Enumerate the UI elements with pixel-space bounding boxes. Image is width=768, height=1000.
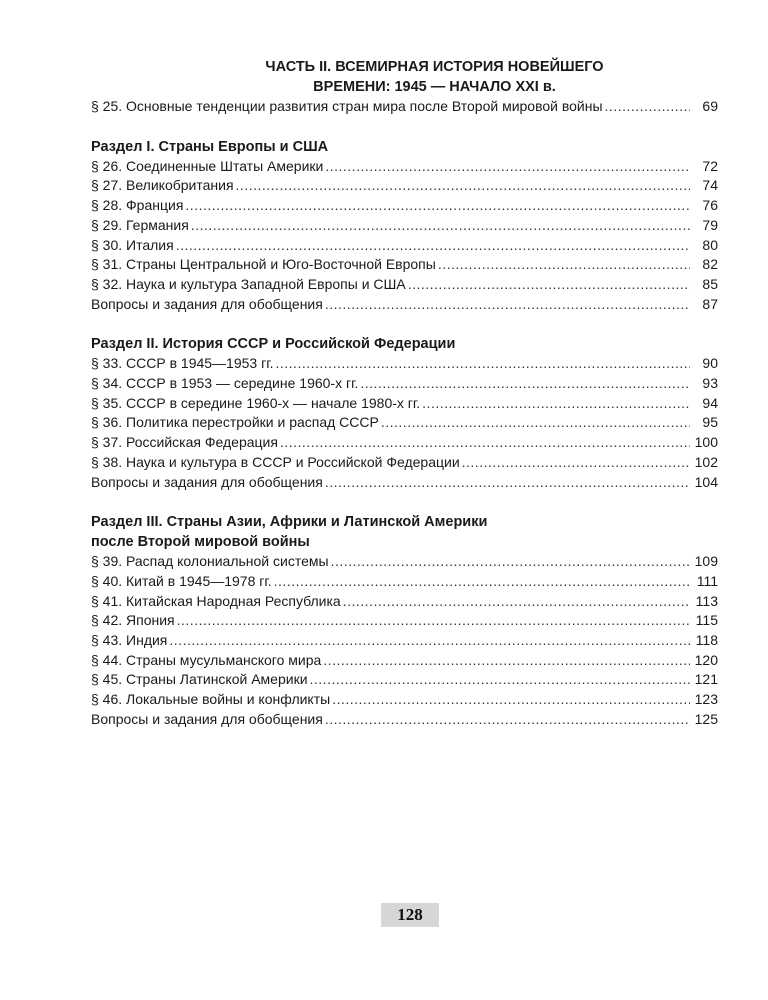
toc-entry-page: 72: [702, 157, 718, 174]
part-title-line-2: ВРЕМЕНИ: 1945 — НАЧАЛО XXI в.: [313, 79, 556, 95]
toc-entry[interactable]: [91, 275, 718, 295]
toc-entry[interactable]: [91, 453, 718, 473]
dot-leader: [438, 255, 690, 275]
section-heading-line-2: после Второй мировой войны: [91, 534, 310, 551]
toc-entry-title: § 35. СССР в середине 1960-х — начале 1980-х гг.: [91, 394, 421, 411]
toc-entry[interactable]: [91, 611, 718, 631]
dot-leader: [325, 157, 690, 177]
page-number: 128: [381, 903, 439, 927]
toc-entry-page: 69: [702, 98, 718, 114]
toc-entry-title: § 39. Распад колониальной системы: [91, 553, 329, 570]
toc-entry-page: 111: [696, 572, 718, 589]
dot-leader: [331, 552, 690, 572]
toc-entry-title: § 29. Германия: [91, 216, 189, 233]
toc-entry[interactable]: [91, 236, 718, 256]
toc-entry-title: § 45. Страны Латинской Америки: [91, 671, 308, 688]
section-heading: [91, 512, 718, 552]
toc-entry-page: 102: [694, 453, 718, 470]
toc-entry[interactable]: [91, 374, 718, 394]
toc-entry-title: § 32. Наука и культура Западной Европы и США: [91, 275, 406, 292]
toc-entry-title: § 34. СССР в 1953 — середине 1960-х гг.: [91, 375, 359, 392]
dot-leader: [323, 651, 690, 671]
toc-entry-title: § 41. Китайская Народная Республика: [91, 592, 341, 609]
dot-leader: [325, 295, 690, 315]
toc-entry-title: § 37. Российская Федерация: [91, 434, 278, 451]
toc-entry[interactable]: [91, 670, 718, 690]
toc-entry[interactable]: [91, 552, 718, 572]
section-heading-line-1: Раздел II. История СССР и Российской Федерации: [91, 336, 456, 353]
toc-entry[interactable]: [91, 196, 718, 216]
part-title-line-1: ЧАСТЬ II. ВСЕМИРНАЯ ИСТОРИЯ НОВЕЙШЕГО: [265, 59, 604, 75]
toc-entry[interactable]: [91, 433, 718, 453]
dot-leader: [605, 97, 690, 117]
toc-entry-title: Вопросы и задания для обобщения: [91, 295, 323, 312]
dot-leader: [422, 394, 690, 414]
toc-entry[interactable]: [91, 216, 718, 236]
toc-entry[interactable]: [91, 631, 718, 651]
toc-entry-title: § 26. Соединенные Штаты Америки: [91, 157, 324, 174]
dot-leader: [408, 275, 690, 295]
toc-entry-page: 87: [702, 295, 718, 312]
toc-entry[interactable]: [91, 710, 718, 730]
toc-entry[interactable]: [91, 690, 718, 710]
toc-entry-page: 120: [694, 651, 718, 668]
toc-entry-page: 90: [702, 355, 718, 372]
dot-leader: [169, 631, 690, 651]
toc-entry-title: § 25. Основные тенденции развития стран мира после Второй мировой войны: [91, 98, 603, 114]
dot-leader: [325, 473, 690, 493]
toc-entry-page: 100: [694, 434, 718, 451]
toc-entry[interactable]: [91, 295, 718, 315]
toc-section: [91, 137, 718, 315]
toc-entry-page: 109: [694, 553, 718, 570]
toc-entry-page: 125: [694, 710, 718, 727]
part-title: [151, 57, 718, 97]
toc-entry-page: 113: [695, 592, 718, 609]
dot-leader: [185, 196, 690, 216]
dot-leader: [332, 690, 690, 710]
toc-entry[interactable]: [91, 176, 718, 196]
toc-entry[interactable]: [91, 255, 718, 275]
section-heading: [91, 137, 718, 157]
toc-entry-page: 115: [695, 612, 718, 629]
dot-leader: [191, 216, 690, 236]
toc-entry-page: 93: [702, 375, 718, 392]
toc-entry-page: 85: [702, 275, 718, 292]
toc-entry[interactable]: [91, 354, 718, 374]
toc-entry-page: 123: [694, 691, 718, 708]
toc-entry-page: 104: [694, 473, 718, 490]
toc-entry-page: 79: [702, 216, 718, 233]
toc-entry-title: § 43. Индия: [91, 632, 168, 649]
toc-entry-title: § 30. Италия: [91, 236, 174, 253]
toc-entry[interactable]: [91, 592, 718, 612]
toc-entry[interactable]: [91, 157, 718, 177]
toc-entry[interactable]: [91, 413, 718, 433]
toc-entry-title: Вопросы и задания для обобщения: [91, 473, 323, 490]
sections-container: [91, 137, 718, 730]
section-heading-line-1: Раздел I. Страны Европы и США: [91, 138, 329, 155]
dot-leader: [381, 413, 690, 433]
toc-entry-title: § 40. Китай в 1945—1978 гг.: [91, 572, 272, 589]
toc-entry-page: 80: [702, 236, 718, 253]
toc-entry-title: § 28. Франция: [91, 197, 184, 214]
table-of-contents: [91, 57, 718, 730]
dot-leader: [177, 611, 690, 631]
dot-leader: [310, 670, 690, 690]
toc-entry-title: § 31. Страны Центральной и Юго-Восточной Европы: [91, 256, 436, 273]
dot-leader: [176, 236, 690, 256]
toc-entry-title: § 38. Наука и культура в СССР и Российской Федерации: [91, 453, 460, 470]
toc-entry[interactable]: [91, 572, 718, 592]
dot-leader: [274, 572, 690, 592]
toc-entry-title: § 46. Локальные войны и конфликты: [91, 691, 331, 708]
dot-leader: [325, 710, 690, 730]
toc-entry[interactable]: [91, 473, 718, 493]
toc-entry[interactable]: [91, 394, 718, 414]
toc-section: [91, 512, 718, 729]
dot-leader: [343, 592, 690, 612]
dot-leader: [280, 433, 690, 453]
dot-leader: [462, 453, 690, 473]
toc-entry-title: Вопросы и задания для обобщения: [91, 710, 323, 727]
section-heading: [91, 334, 718, 354]
toc-entry-title: § 42. Япония: [91, 612, 175, 629]
toc-entry-page: 121: [694, 671, 718, 688]
toc-entry-page: 95: [702, 414, 718, 431]
toc-entry[interactable]: [91, 97, 718, 117]
toc-entry-title: § 27. Великобритания: [91, 177, 234, 194]
toc-entry-page: 74: [702, 177, 718, 194]
section-heading-line-1: Раздел III. Страны Азии, Африки и Латинской Америки: [91, 514, 488, 531]
dot-leader: [276, 354, 691, 374]
toc-entry-page: 94: [702, 394, 718, 411]
toc-entry-page: 82: [702, 256, 718, 273]
toc-entry-title: § 36. Политика перестройки и распад СССР: [91, 414, 379, 431]
toc-entry-page: 118: [695, 632, 718, 649]
dot-leader: [236, 176, 690, 196]
toc-section: [91, 334, 718, 492]
toc-entry-title: § 33. СССР в 1945—1953 гг.: [91, 355, 274, 372]
dot-leader: [360, 374, 690, 394]
toc-entry-title: § 44. Страны мусульманского мира: [91, 651, 322, 668]
toc-entry-page: 76: [702, 197, 718, 214]
toc-entry[interactable]: [91, 651, 718, 671]
